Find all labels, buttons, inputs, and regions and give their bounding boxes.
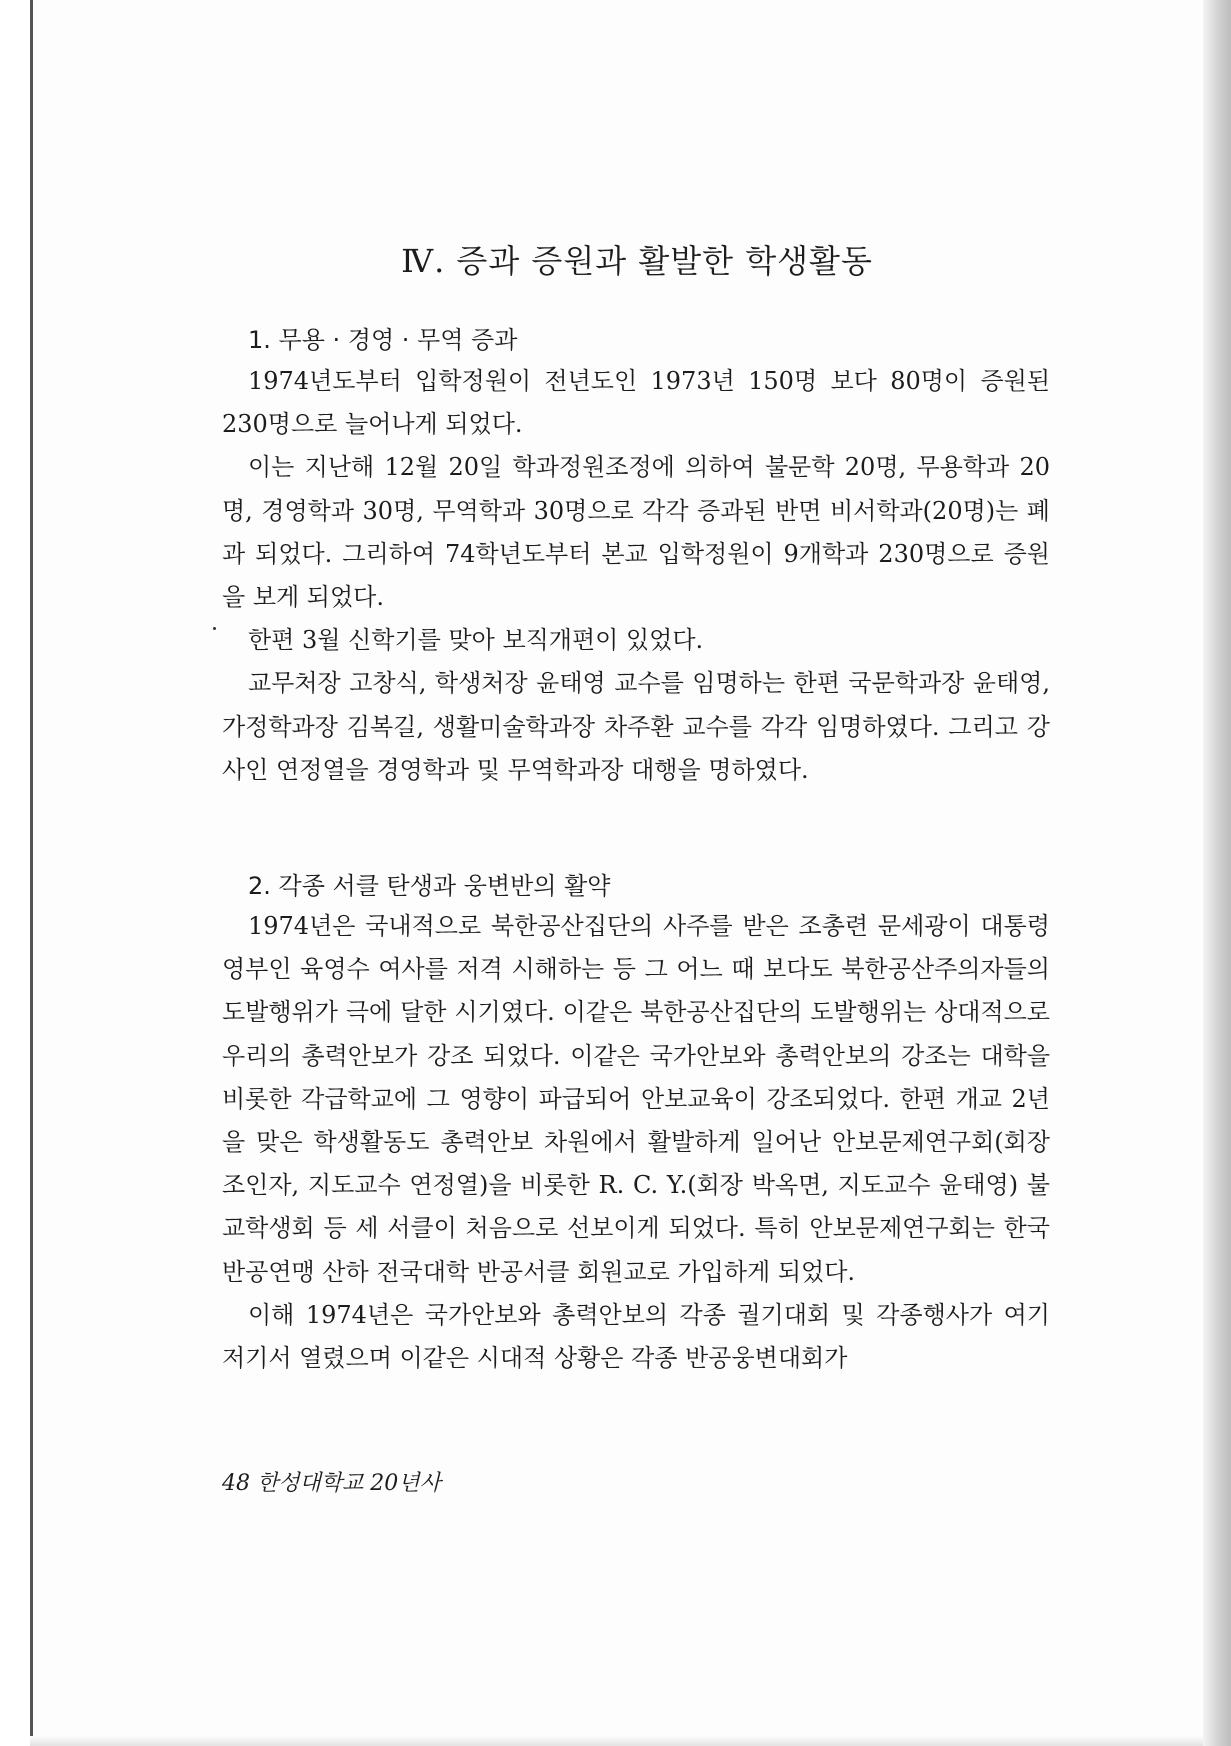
scan-speck xyxy=(213,627,216,630)
page-bottom-edge xyxy=(30,1736,1203,1746)
paragraph: 이해 1974년은 국가안보와 총력안보의 각종 궐기대회 및 각종행사가 여기 저기서 열렸으며 이같은 시대적 상황은 각종 반공웅변대회가 xyxy=(222,1300,1050,1373)
page-footer-folio: 48 한성대학교 20년사 xyxy=(222,1471,441,1496)
section-heading-2: 2. 각종 서클 탄생과 웅변반의 활약 xyxy=(248,872,611,900)
page-edge-shadow xyxy=(1203,0,1231,1746)
section-body-1 xyxy=(222,360,1050,792)
paragraph: 1974년은 국내적으로 북한공산집단의 사주를 받은 조총련 문세광이 대통령 영부인 육영수 여사를 저격 시해하는 등 그 어느 때 보다도 북한공산주의자들의 도발행위가 극에 달한 시기였다. 이같은 북한공산집단의 도발행위는 상대적으로 우리의 총력안보가 강조 되었다. 이같은 국가안보와 총력안보의 강조는 대학을 비롯한 각급학교에 그 영향이 파급되어 안보교육이 강조되었다. 한편 개교 2년을 맞은 학생활동도 총력안보 차원에서 활발하게 일어난 안보문제연구회(회장 조인자, 지도교수 연정열)을 비롯한 R. C. Y.(회장 박옥면, 지도교수 윤태영) 불교학생회 등 세 서클이 처음으로 선보이게 되었다. 특히 안보문제연구회는 한국반공연맹 산하 전국대학 반공서클 회원교로 가입하게 되었다. xyxy=(222,912,1050,1286)
section-heading-1: 1. 무용 · 경영 · 무역 증과 xyxy=(248,326,518,354)
paragraph: 이는 지난해 12월 20일 학과정원조정에 의하여 불문학 20명, 무용학과 20명, 경영학과 30명, 무역학과 30명으로 각각 증과된 반면 비서학과(20명)는 폐과 되었다. 그리하여 74학년도부터 본교 입학정원이 9개학과 230명으로 증원을 보게 되었다. xyxy=(222,453,1050,612)
paragraph: 한편 3월 신학기를 맞아 보직개편이 있었다. xyxy=(248,626,704,655)
chapter-title: Ⅳ. 증과 증원과 활발한 학생활동 xyxy=(401,242,873,280)
section-body-2 xyxy=(222,905,1050,1380)
paragraph: 교무처장 고창식, 학생처장 윤태영 교수를 임명하는 한편 국문학과장 윤태영, 가정학과장 김복길, 생활미술학과장 차주환 교수를 각각 임명하였다. 그리고 강사인 연정열을 경영학과 및 무역학과장 대행을 명하였다. xyxy=(222,669,1050,784)
paragraph: 1974년도부터 입학정원이 전년도인 1973년 150명 보다 80명이 증원된 230명으로 늘어나게 되었다. xyxy=(222,367,1050,439)
